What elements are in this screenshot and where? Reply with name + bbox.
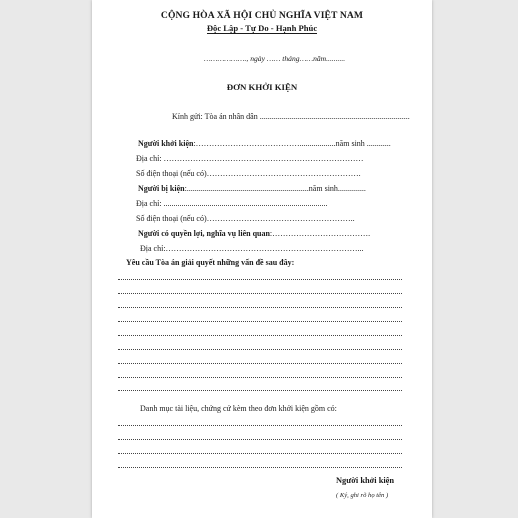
recipient-label: Kính gửi: xyxy=(172,112,203,121)
request-label: Yêu cầu Tòa án giải quyết những vấn đề sau đây: xyxy=(126,258,295,267)
defendant-label: Người bị kiện xyxy=(138,184,185,193)
defendant-line xyxy=(138,184,366,193)
plaintiff-label: Người khởi kiện xyxy=(138,139,194,148)
documents-blank-line xyxy=(118,425,402,426)
related-party-label: Người có quyền lợi, nghĩa vụ liên quan xyxy=(138,229,270,238)
defendant-address: Địa chỉ: .................................................................................. xyxy=(136,199,328,208)
recipient-line xyxy=(172,112,410,121)
request-blank-line xyxy=(118,363,402,364)
request-blank-line xyxy=(118,335,402,336)
related-party-address: Địa chỉ:………………………………………………………………... xyxy=(140,244,364,253)
documents-label: Danh mục tài liệu, chứng cứ kèm theo đơn khởi kiện gồm có: xyxy=(140,404,337,413)
signature-title: Người khởi kiện xyxy=(336,476,395,485)
request-blank-line xyxy=(118,279,402,280)
documents-blank-line xyxy=(118,467,402,468)
documents-blank-line xyxy=(118,439,402,440)
related-party-line xyxy=(138,229,370,238)
documents-blank-line xyxy=(118,453,402,454)
request-blank-line xyxy=(118,321,402,322)
request-blank-line xyxy=(118,377,402,378)
request-blank-line xyxy=(118,390,402,391)
document-title: ĐƠN KHỞI KIỆN xyxy=(226,82,298,92)
national-name: CỘNG HÒA XÃ HỘI CHỦ NGHĨA VIỆT NAM xyxy=(160,10,364,21)
defendant-fill: :.............................................................năm sinh.............. xyxy=(184,184,366,193)
defendant-phone: Số điện thoại (nếu có)……………………………………………….. xyxy=(136,214,355,223)
signature-note: ( Ký, ghi rõ họ tên ) xyxy=(336,492,389,499)
plaintiff-fill: :…………………………………..................năm sinh ............ xyxy=(193,139,391,148)
related-party-fill: :………………………………. xyxy=(269,229,371,238)
plaintiff-address: Địa chỉ: ………………………………………………………………… xyxy=(136,154,364,163)
request-blank-line xyxy=(118,349,402,350)
dateline: ………………., ngày …… tháng……năm.......... xyxy=(204,54,346,63)
recipient-value: Tòa án nhân dân xyxy=(204,112,258,121)
plaintiff-line xyxy=(138,139,391,148)
motto xyxy=(92,23,432,33)
motto-text: Độc Lập - Tự Do - Hạnh Phúc xyxy=(206,23,318,33)
recipient-fill: ........................................................................... xyxy=(259,112,410,121)
request-blank-line xyxy=(118,307,402,308)
document-page xyxy=(92,0,432,518)
request-blank-line xyxy=(118,293,402,294)
plaintiff-phone: Số điện thoại (nếu có)…………………………………………………. xyxy=(136,169,361,178)
